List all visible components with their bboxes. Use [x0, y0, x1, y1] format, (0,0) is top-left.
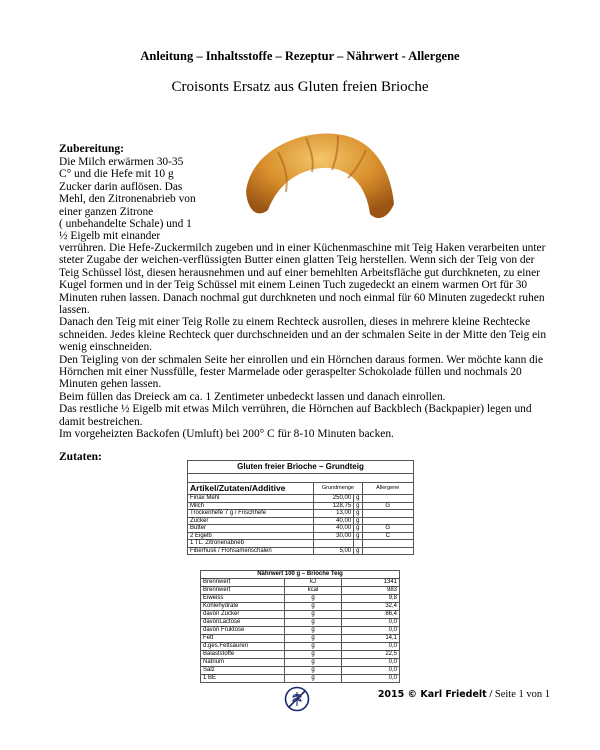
ingredient-amount: 128,75 [314, 502, 354, 510]
ingredient-allergen [362, 517, 414, 525]
nutrition-name: davonLactose [201, 619, 285, 627]
prep-line: einer ganzen Zitrone [59, 205, 154, 218]
ingredient-unit: g [354, 517, 362, 525]
ingredient-unit [354, 540, 362, 548]
nutrition-unit: kcal [284, 587, 342, 595]
table-caption-row [188, 461, 414, 474]
ingredient-unit: g [354, 532, 362, 540]
prep-paragraph: Beim füllen das Dreieck am ca. 1 Zentimeter unbedeckt lassen und danach einrollen. [59, 390, 446, 403]
prep-line: Mehl, den Zitronenabrieb von [59, 193, 196, 206]
nutrition-value: 983 [342, 587, 400, 595]
ingredient-amount [314, 540, 354, 548]
nutrition-name: Natrium [201, 659, 285, 667]
nutrition-name: 1 BE [201, 675, 285, 683]
footer-author: 2015 © Karl Friedelt [377, 689, 487, 700]
ingredient-item: Finax Mehl [188, 495, 314, 503]
nutrition-value: 0,0 [342, 675, 400, 683]
ingredient-allergen: C [362, 532, 414, 540]
nutrition-value: 1341 [342, 579, 400, 587]
nutrition-unit: g [284, 651, 342, 659]
table-row [188, 502, 414, 510]
ingredient-amount: 40,00 [314, 525, 354, 533]
table-row [201, 643, 400, 651]
table-row [188, 495, 414, 503]
ingredient-unit: g [354, 495, 362, 503]
ingredient-amount: 5,00 [314, 547, 354, 555]
nutrition-value: 0,0 [342, 667, 400, 675]
nutrition-table [200, 570, 400, 683]
prep-paragraph: Den Teigling von der schmalen Seite her einrollen und ein Hörnchen daraus formen. Wer möchte kann die Hörnchen mit einer Nussfülle, fester Marmelade oder geraspelter Schokolade füllen und nochmals 20 Minuten gehen lassen. [59, 353, 544, 391]
nutrition-unit: g [284, 627, 342, 635]
prep-paragraph: Das restliche ½ Eigelb mit etwas Milch verrühren, die Hörnchen auf Backblech (Backpapier) legen und damit bestreichen. [59, 403, 532, 428]
table-row [188, 540, 414, 548]
footer-separator: / [486, 689, 495, 700]
nutrition-name: Salz [201, 667, 285, 675]
ingredient-allergen [362, 510, 414, 518]
table-row [188, 510, 414, 518]
table-row [201, 627, 400, 635]
prep-line: ½ Eigelb mit einander [59, 230, 161, 243]
prep-paragraph: Danach den Teig mit einer Teig Rolle zu einem Rechteck ausrollen, dieses in mehrere kleine Rechtecke schneiden. Jedes kleine Rechteck quer durchschneiden und an der schmalen Seite in der Mitte den Teig ein wenig einschneiden. [59, 316, 547, 354]
page-footer [360, 689, 550, 700]
nutrition-unit: g [284, 675, 342, 683]
table-row [188, 547, 414, 555]
gluten-free-icon [284, 686, 310, 712]
nutrition-value: 86,4 [342, 611, 400, 619]
table-header-row [188, 483, 414, 495]
prep-line: ( unbehandelte Schale) und 1 [59, 218, 192, 231]
ingredients-label: Zutaten: [59, 451, 102, 463]
nutrition-unit: g [284, 595, 342, 603]
table-row [201, 619, 400, 627]
table-row [201, 595, 400, 603]
table-row [188, 517, 414, 525]
nutrition-name: Eiweiss [201, 595, 285, 603]
table-row [201, 667, 400, 675]
ingredient-item: Zucker [188, 517, 314, 525]
ingredients-table-caption: Gluten freier Brioche – Grundteig [188, 461, 414, 474]
ingredient-allergen [362, 547, 414, 555]
nutrition-name: Fett [201, 635, 285, 643]
prep-paragraph: verrühren. Die Hefe-Zuckermilch zugeben und in einer Küchenmaschine mit Teig Haken verarbeiten unter steter Zugabe der weichen-verflüssigten Butter einen glatten Teig herstellen. Wenn sich der Teig von der Teig Schüssel löst, diesen herausnehmen und auf einer bemehlten Arbeitsfläche gut durchkneten, zu einer Kugel formen und in der Teig Schüssel mit einem Leinen Tuch zugedeckt an einem warmen Ort für 30 Minuten ruhen lassen. Danach nochmal gut durchkneten und noch einmal für 60 Minuten zugedeckt ruhen lassen. [59, 242, 546, 317]
nutrition-unit: g [284, 643, 342, 651]
nutrition-unit: g [284, 619, 342, 627]
table-row [201, 651, 400, 659]
nutrition-value: 14,1 [342, 635, 400, 643]
nutrition-value: 0,0 [342, 659, 400, 667]
nutrition-unit: g [284, 667, 342, 675]
ingredient-unit: g [354, 525, 362, 533]
table-row [188, 525, 414, 533]
table-row [201, 603, 400, 611]
ingredient-item: Trockenhefe 7 g / Frischhefe [188, 510, 314, 518]
recipe-title: Croisonts Ersatz aus Gluten freien Brioche [171, 79, 429, 95]
nutrition-name: Kohlehydrate [201, 603, 285, 611]
ingredient-item: Milch [188, 502, 314, 510]
table-row [188, 532, 414, 540]
page-header: Anleitung – Inhaltsstoffe – Rezeptur – Nährwert - Allergene [140, 49, 460, 63]
nutrition-name: Brennwert [201, 587, 285, 595]
nutrition-unit: g [284, 659, 342, 667]
nutrition-table-caption: Nährwert 100 g – Brioche Teig [201, 571, 400, 579]
prep-line: Die Milch erwärmen 30-35 [59, 156, 184, 168]
prep-line: Zucker darin auflösen. Das [59, 180, 183, 193]
table-row [201, 675, 400, 683]
ingredient-allergen: G [362, 525, 414, 533]
prep-line: C° und die Hefe mit 10 g [59, 168, 174, 181]
ingredient-item: 1 TL. Zitronenabrieb [188, 540, 314, 548]
preparation-label: Zubereitung: [59, 143, 124, 155]
table-row [201, 659, 400, 667]
ingredient-amount: 30,00 [314, 532, 354, 540]
nutrition-value: 32,4 [342, 603, 400, 611]
table-caption-row [201, 571, 400, 579]
nutrition-value: 22,5 [342, 651, 400, 659]
ingredient-allergen: G [362, 502, 414, 510]
ingredient-item: Fiberhusk / Flohsamenschalen [188, 547, 314, 555]
nutrition-name: d.ges.Fettsäuren [201, 643, 285, 651]
ingredient-unit: g [354, 502, 362, 510]
ingredient-unit: g [354, 547, 362, 555]
nutrition-unit: g [284, 603, 342, 611]
ingredient-amount: 40,00 [314, 517, 354, 525]
ingredient-allergen [362, 495, 414, 503]
ingredient-amount: 250,00 [314, 495, 354, 503]
preparation-text [59, 242, 549, 441]
footer-page: Seite 1 von 1 [494, 689, 550, 700]
column-header: Grundmenge [314, 483, 362, 495]
ingredients-table [187, 460, 414, 555]
table-row [201, 587, 400, 595]
prep-paragraph: Im vorgeheizten Backofen (Umluft) bei 200° C für 8-10 Minuten backen. [59, 428, 394, 441]
nutrition-name: davon Zucker [201, 611, 285, 619]
column-header: Allergene [362, 483, 414, 495]
nutrition-unit: kJ [284, 579, 342, 587]
nutrition-unit: g [284, 635, 342, 643]
ingredient-item: Butter [188, 525, 314, 533]
nutrition-value: 0,0 [342, 643, 400, 651]
nutrition-name: Balaststoffe [201, 651, 285, 659]
ingredient-amount: 13,00 [314, 510, 354, 518]
ingredient-unit: g [354, 510, 362, 518]
nutrition-value: 0,0 [342, 627, 400, 635]
table-row [201, 635, 400, 643]
nutrition-name: davon Fruktose [201, 627, 285, 635]
nutrition-name: Brennwert [201, 579, 285, 587]
table-row [201, 579, 400, 587]
column-header: Artikel/Zutaten/Additive [188, 483, 314, 495]
ingredient-allergen [362, 540, 414, 548]
nutrition-unit: g [284, 611, 342, 619]
croissant-image [238, 122, 398, 226]
nutrition-value: 9,8 [342, 595, 400, 603]
table-row [201, 611, 400, 619]
nutrition-value: 0,0 [342, 619, 400, 627]
preparation-intro [59, 156, 237, 243]
ingredient-item: 2 Eigelb [188, 532, 314, 540]
